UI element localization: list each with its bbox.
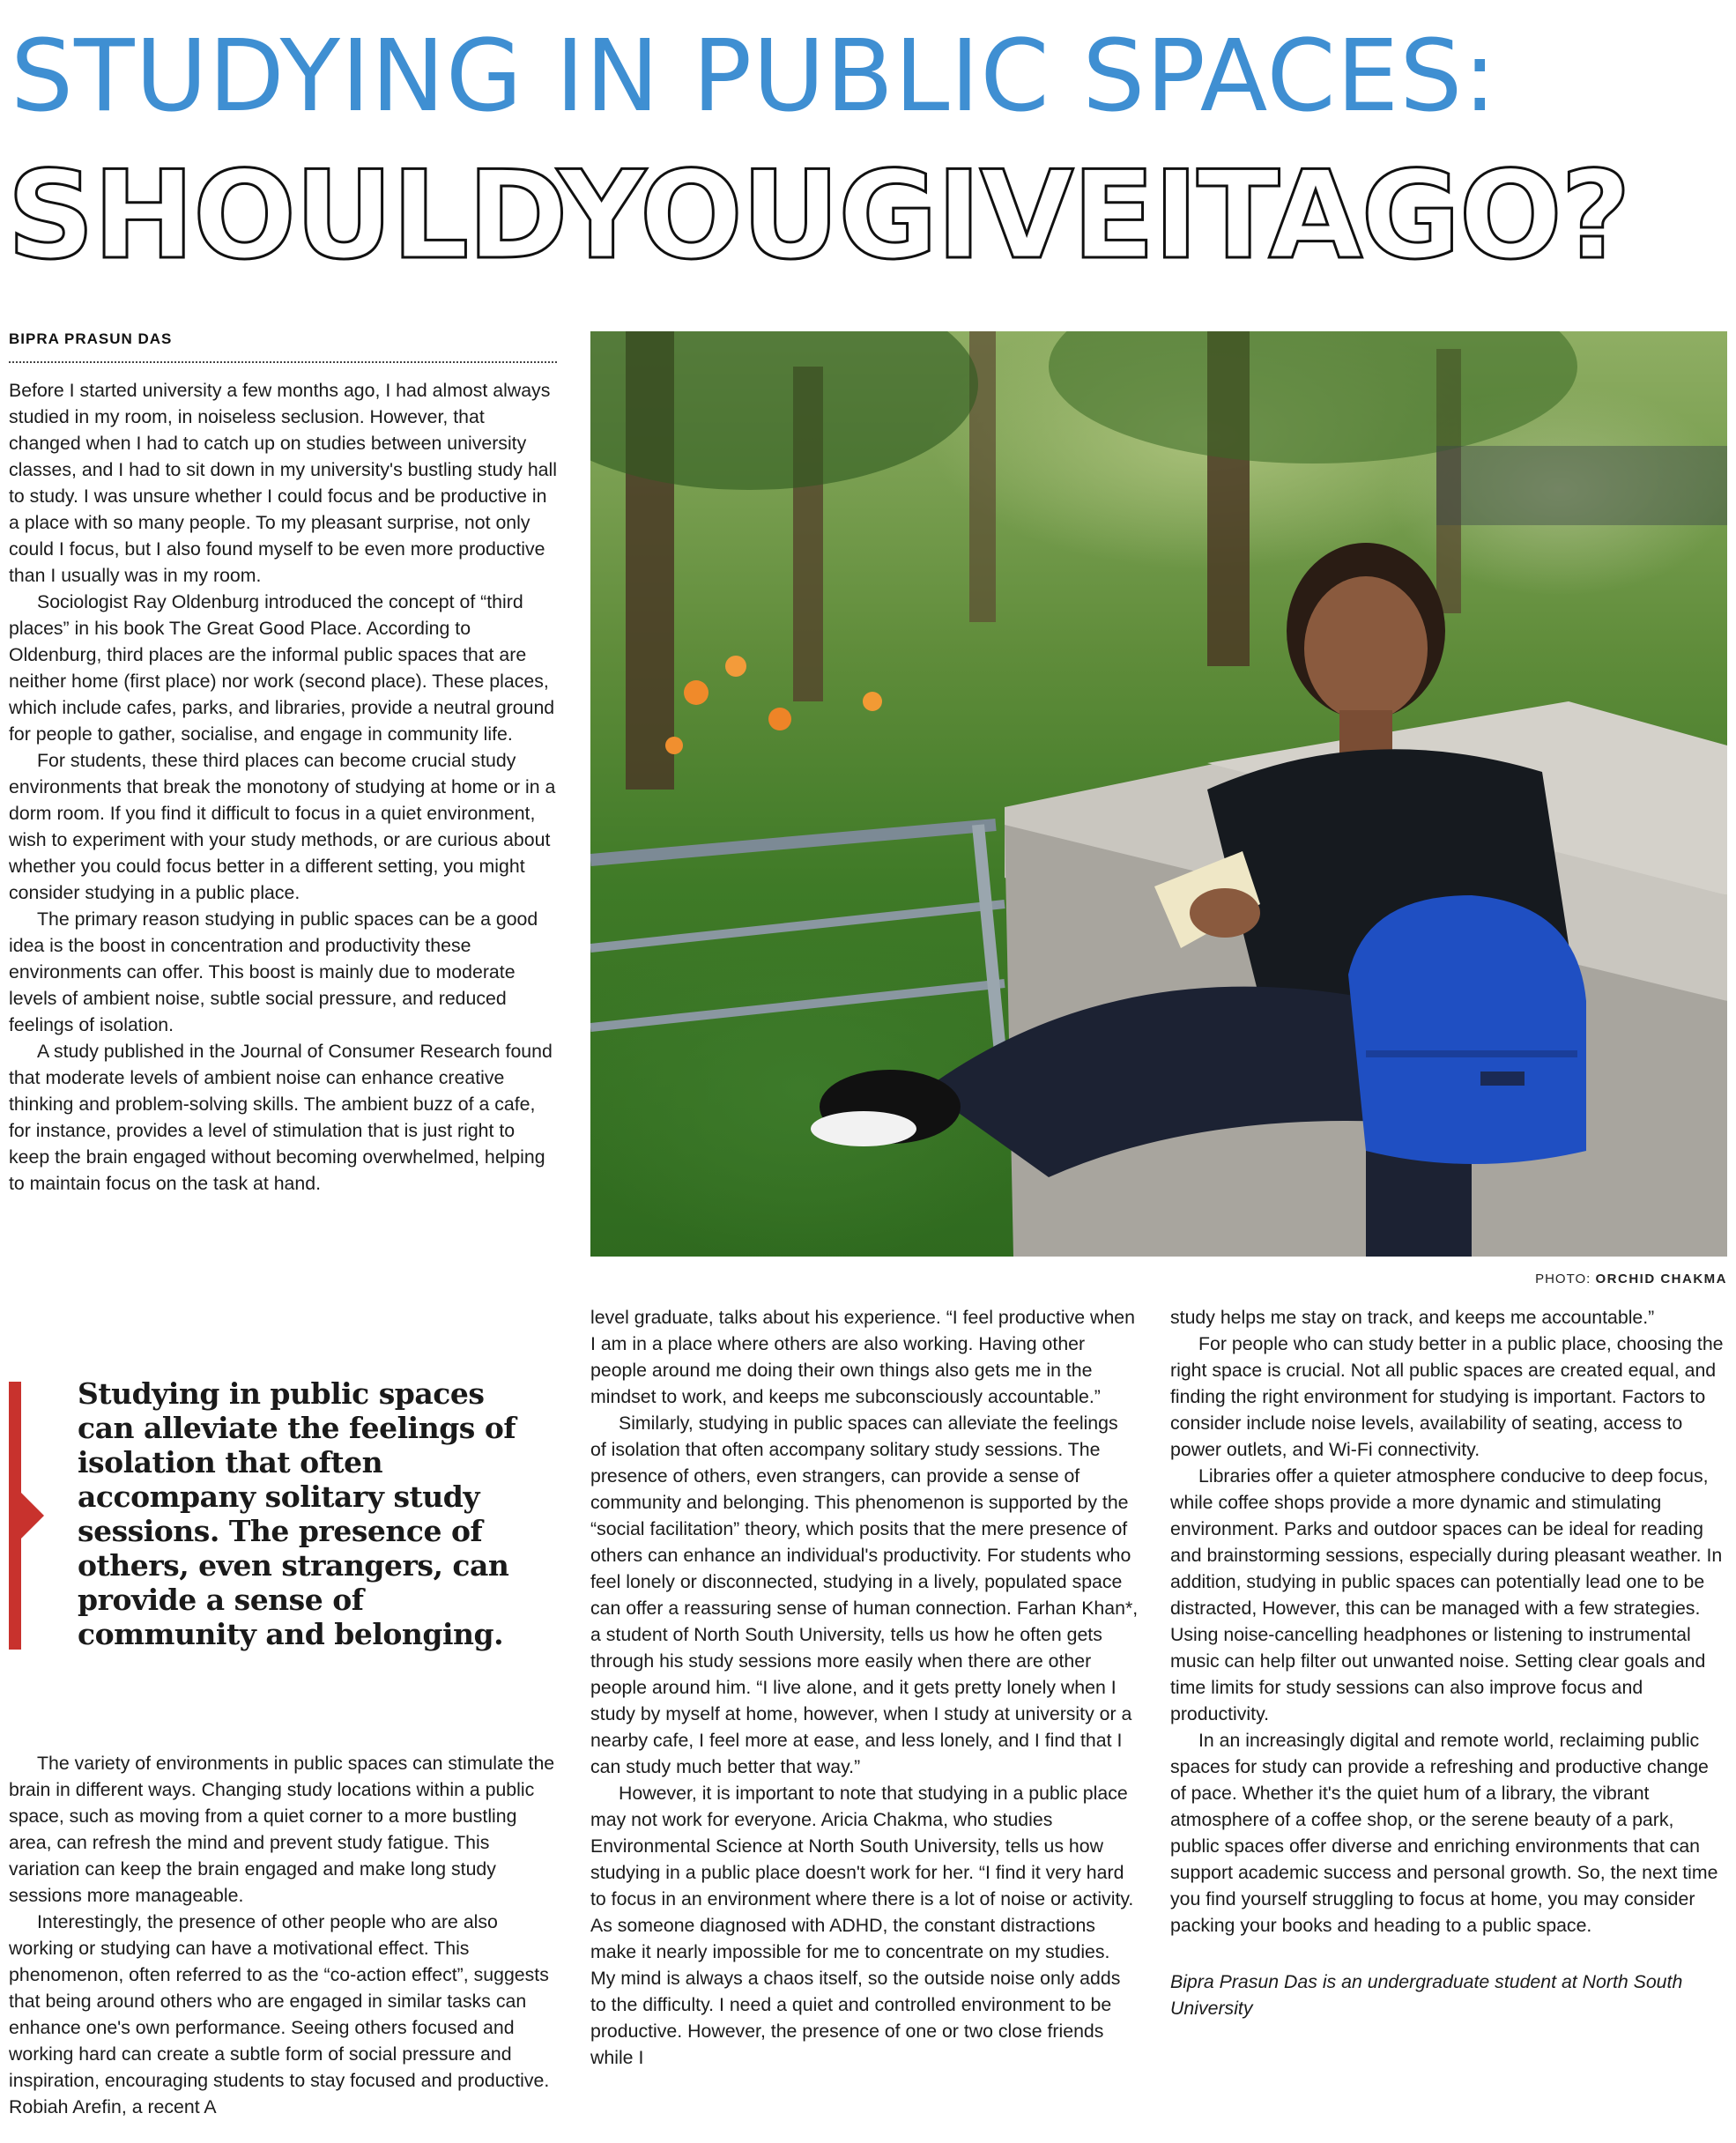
- column-1-bottom: [9, 1750, 557, 2120]
- paragraph: level graduate, talks about his experience. “I feel productive when I am in a place where others are also working. Having other people around me doing their own things also gets me in the mindset to work, and keeps me subconsciously accountable.”: [590, 1307, 1135, 1407]
- paragraph: However, it is important to note that studying in a public place may not work for everyone. Aricia Chakma, who studies Environmental Science at North South University, tells us how studying in a public place doesn't work for her. “I find it very hard to focus in an environment where there is a lot of noise or activity. As someone diagnosed with ADHD, the constant distractions make it nearly impossible for me to concentrate on my studies. My mind is always a chaos itself, so the outside noise only adds to the difficulty. I need a quiet and controlled environment to be productive. However, the presence of one or two close friends while I: [590, 1783, 1134, 2068]
- author-note: Bipra Prasun Das is an undergraduate student at North South University: [1170, 1971, 1683, 2019]
- column-2: [590, 1304, 1139, 2071]
- paragraph: In an increasingly digital and remote world, reclaiming public spaces for study can provide a refreshing and productive change of pace. Whether it's the quiet hum of a library, the vibrant atmosphere of a coffee shop, or the serene beauty of a park, public spaces offer diverse and enriching environments that can support academic success and personal growth. So, the next time you find yourself struggling to focus at home, you may consider packing your books and heading to a public space.: [1170, 1730, 1718, 1936]
- column-1-top: [9, 377, 557, 1197]
- photo-credit: ORCHID CHAKMA: [1595, 1272, 1727, 1287]
- paragraph: Sociologist Ray Oldenburg introduced the concept of “third places” in his book The Great Good Place. According to Oldenburg, third places are the informal public spaces that are neither home (first place) nor work (second place). These places, which include cafes, parks, and libraries, provide a neutral ground for people to gather, socialise, and engage in community life.: [9, 591, 555, 745]
- article-photo: [590, 331, 1727, 1257]
- pull-quote: Studying in public spaces can alleviate the feelings of isolation that often accompany solitary study sessions. The presence of others, even strangers, can provide a sense of community and belonging.: [78, 1376, 516, 1651]
- byline: BIPRA PRASUN DAS: [9, 330, 173, 347]
- caption-prefix: PHOTO:: [1535, 1272, 1591, 1287]
- headline-line-1: STUDYING IN PUBLIC SPACES:: [11, 19, 1498, 134]
- photo-illustration: [590, 331, 1727, 1257]
- paragraph: Similarly, studying in public spaces can alleviate the feelings of isolation that often accompany solitary study sessions. The presence of others, even strangers, can provide a sense of community and belonging. This phenomenon is supported by the “social facilitation” theory, which posits that the mere presence of others can enhance an individual's productivity. For students who feel lonely or disconnected, studying in a lively, populated space can offer a reassuring sense of human connection. Farhan Khan*, a student of North South University, tells us how he often gets through his study sessions more easily when there are other people around him. “I live alone, and it gets pretty lonely when I study by myself at home, however, when I study at university or a nearby cafe, I feel more at ease, and less lonely, and I find that I can study much better that way.”: [590, 1413, 1139, 1777]
- column-3: [1170, 1304, 1727, 2021]
- paragraph: Interestingly, the presence of other people who are also working or studying can have a motivational effect. This phenomenon, often referred to as the “co-action effect”, suggests that being around others who are engaged in similar tasks can enhance one's own performance. Seeing others focused and working hard can create a subtle form of social pressure and inspiration, encouraging students to stay focused and productive. Robiah Arefin, a recent A: [9, 1911, 550, 2117]
- paragraph: Libraries offer a quieter atmosphere conducive to deep focus, while coffee shops provide a more dynamic and stimulating environment. Parks and outdoor spaces can be ideal for reading and brainstorming sessions, especially during pleasant weather. In addition, studying in public spaces can potentially lead one to be distracted, However, this can be managed with a few strategies. Using noise-cancelling headphones or listening to instrumental music can help filter out unwanted noise. Setting clear goals and time limits for study sessions can also improve focus and productivity.: [1170, 1465, 1723, 1724]
- pull-quote-arrow-icon: [21, 1493, 44, 1539]
- paragraph: A study published in the Journal of Consumer Research found that moderate levels of ambient noise can enhance creative thinking and problem-solving skills. The ambient buzz of a cafe, for instance, provides a level of stimulation that is just right to keep the brain engaged without becoming overwhelmed, helping to maintain focus on the task at hand.: [9, 1041, 553, 1194]
- paragraph: study helps me stay on track, and keeps me accountable.”: [1170, 1307, 1655, 1328]
- paragraph: For students, these third places can become crucial study environments that break the monotony of studying at home or in a dorm room. If you find it difficult to focus in a quiet environment, wish to experiment with your study methods, or are curious about whether you could focus better in a different setting, you might consider studying in a public place.: [9, 750, 556, 903]
- paragraph: The primary reason studying in public spaces can be a good idea is the boost in concentration and productivity these environments can offer. This boost is mainly due to moderate levels of ambient noise, subtle social pressure, and reduced feelings of isolation.: [9, 908, 538, 1035]
- byline-divider: [9, 361, 557, 363]
- paragraph: The variety of environments in public spaces can stimulate the brain in different ways. Changing study locations within a public space, such as moving from a quiet corner to a more bustling area, can refresh the mind and prevent study fatigue. This variation can keep the brain engaged and make long study sessions more manageable.: [9, 1753, 555, 1906]
- headline-line-2: SHOULDYOUGIVEITAGO?: [7, 145, 1629, 286]
- paragraph: Before I started university a few months ago, I had almost always studied in my room, in noiseless seclusion. However, that changed when I had to catch up on studies between university classes, and I had to sit down in my university's bustling study hall to study. I was unsure whether I could focus and be productive in a place with so many people. To my pleasant surprise, not only could I focus, but I also found myself to be even more productive than I usually was in my room.: [9, 380, 557, 586]
- paragraph: For people who can study better in a public place, choosing the right space is crucial. Not all public spaces are created equal, and finding the right environment for studying is important. Factors to consider include noise levels, availability of seating, access to power outlets, and Wi-Fi connectivity.: [1170, 1333, 1724, 1460]
- pull-quote-bar: [9, 1382, 21, 1650]
- photo-caption: [1535, 1272, 1727, 1287]
